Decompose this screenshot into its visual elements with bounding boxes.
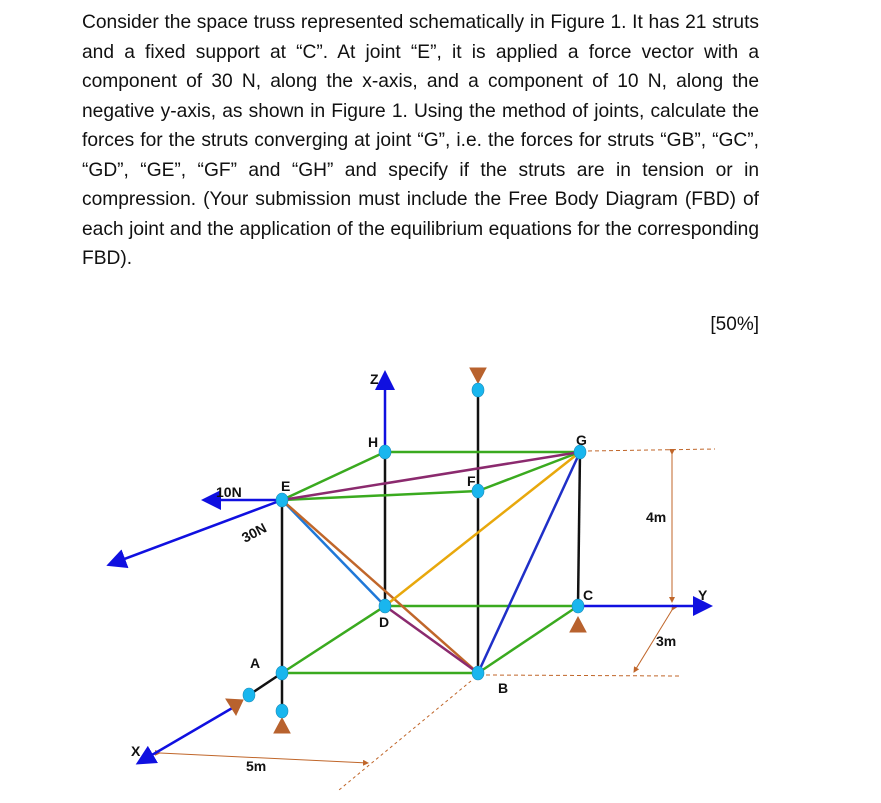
label-f: F xyxy=(467,473,476,489)
label-d: D xyxy=(379,614,390,630)
label-e: E xyxy=(281,478,291,494)
support-a-bottom xyxy=(274,718,290,733)
label-x-axis: X xyxy=(131,743,141,759)
label-30n: 30N xyxy=(238,519,270,546)
label-z-axis: Z xyxy=(370,371,379,387)
joint-h xyxy=(379,445,391,459)
strut-eb xyxy=(282,500,478,673)
label-10n: 10N xyxy=(216,484,242,500)
label-3m: 3m xyxy=(656,633,677,649)
label-h: H xyxy=(368,434,379,450)
support-c xyxy=(570,617,586,632)
figure-labels xyxy=(131,371,708,774)
marks-label: [50%] xyxy=(710,314,759,335)
label-g: G xyxy=(576,432,587,448)
joint-e xyxy=(276,493,288,507)
joint-a-bottom xyxy=(276,704,288,718)
strut-ad xyxy=(282,606,385,673)
label-a: A xyxy=(250,655,261,671)
strut-gc xyxy=(578,452,580,606)
joint-a-x xyxy=(243,688,255,702)
question-paragraph: Consider the space truss represented schematically in Figure 1. It has 21 struts and a fixed support at “C”. At joint “E”, it is applied a force vector with a component of 30 N, along the x-axis, and a component of 10 N, along the negative y-axis, as shown in Figure 1. Using the method of joints, calculate the forces for the struts converging at joint “G”, i.e. the forces for struts “GB”, “GC”, “GD”, “GE”, “GF” and “GH” and specify if the struts are in tension or in compression. (Your submission must include the Free Body Diagram (FBD) of each joint and the application of the equilibrium equations for the corresponding FBD). xyxy=(82,12,759,269)
label-5m: 5m xyxy=(246,758,267,774)
label-b: B xyxy=(498,680,509,696)
x-axis xyxy=(140,707,234,762)
strut-dg xyxy=(385,452,580,606)
strut-db xyxy=(385,606,478,673)
joint-d xyxy=(379,599,391,613)
label-c: C xyxy=(583,587,594,603)
label-4m: 4m xyxy=(646,509,667,525)
joint-a xyxy=(276,666,288,680)
struts xyxy=(249,390,580,711)
label-y-axis: Y xyxy=(698,587,708,603)
joint-b xyxy=(472,666,484,680)
support-top-f xyxy=(470,368,486,383)
axes xyxy=(111,375,708,762)
support-a-x xyxy=(226,699,243,715)
joint-f-top xyxy=(472,383,484,397)
strut-ed xyxy=(282,500,385,606)
